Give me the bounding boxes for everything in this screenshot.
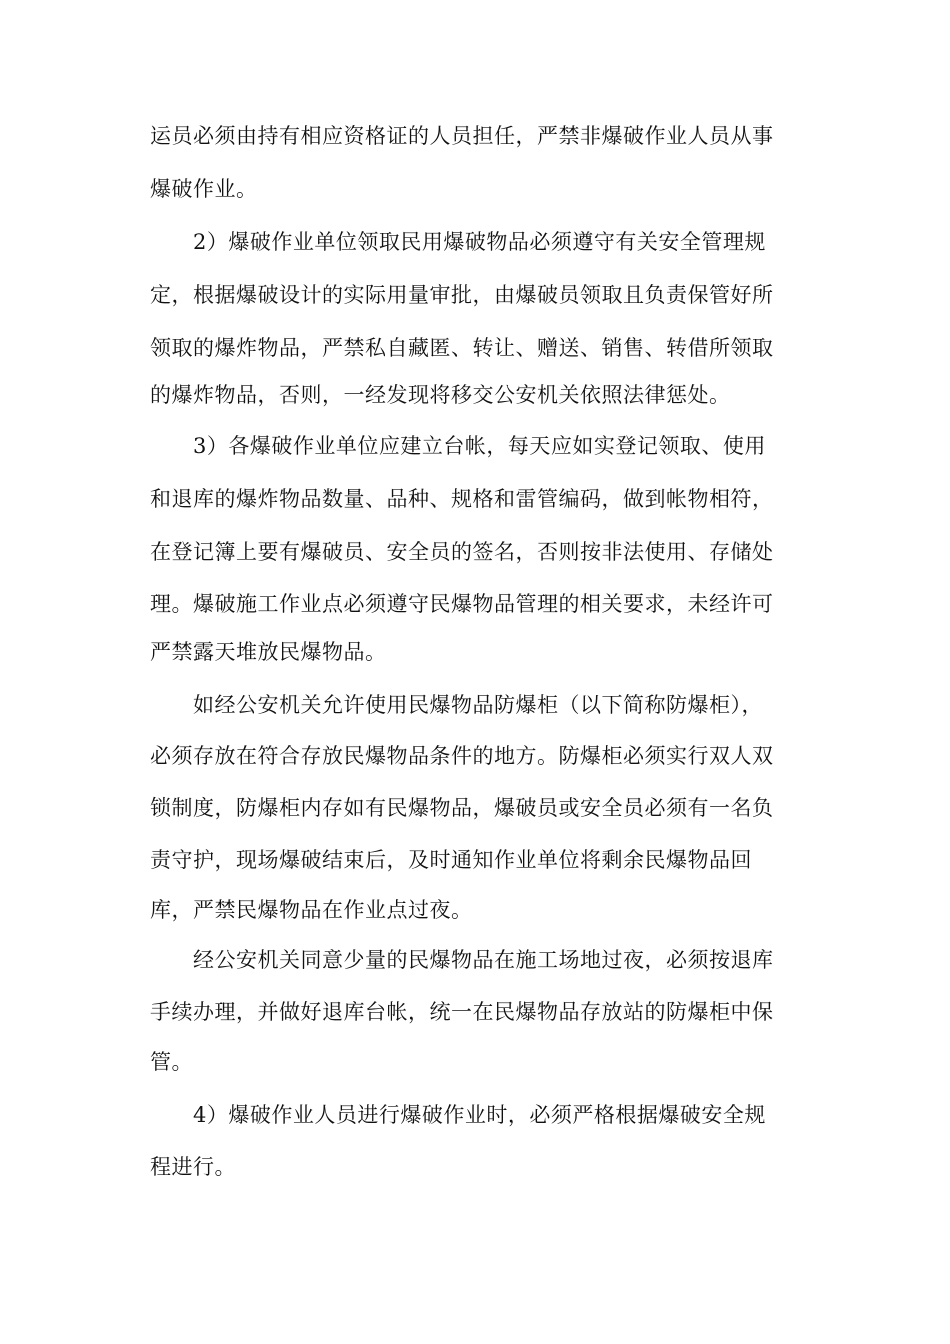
text-line: 爆破作业。 bbox=[150, 177, 258, 201]
text-line: 领取的爆炸物品，严禁私自藏匿、转让、赠送、销售、转借所领取 bbox=[150, 336, 774, 360]
text-line: 理。爆破施工作业点必须遵守民爆物品管理的相关要求，未经许可 bbox=[150, 592, 774, 616]
paragraph-start-line: 3）各爆破作业单位应建立台帐，每天应如实登记领取、使用 bbox=[193, 434, 766, 458]
text-line: 库，严禁民爆物品在作业点过夜。 bbox=[150, 898, 473, 922]
text-line: 定，根据爆破设计的实际用量审批，由爆破员领取且负责保管好所 bbox=[150, 283, 774, 307]
text-line: 手续办理，并做好退库台帐，统一在民爆物品存放站的防爆柜中保 bbox=[150, 1000, 774, 1024]
text-line: 管。 bbox=[150, 1050, 193, 1074]
text-line: 和退库的爆炸物品数量、品种、规格和雷管编码，做到帐物相符， bbox=[150, 487, 774, 511]
text-line: 责守护，现场爆破结束后，及时通知作业单位将剩余民爆物品回 bbox=[150, 848, 752, 872]
text-line: 运员必须由持有相应资格证的人员担任，严禁非爆破作业人员从事 bbox=[150, 124, 774, 148]
text-line: 在登记簿上要有爆破员、安全员的签名，否则按非法使用、存储处 bbox=[150, 540, 774, 564]
text-line: 必须存放在符合存放民爆物品条件的地方。防爆柜必须实行双人双 bbox=[150, 744, 774, 768]
paragraph-start-line: 经公安机关同意少量的民爆物品在施工场地过夜，必须按退库 bbox=[193, 948, 774, 972]
text-line: 程进行。 bbox=[150, 1155, 236, 1179]
paragraph-start-line: 如经公安机关允许使用民爆物品防爆柜（以下简称防爆柜）， bbox=[193, 693, 763, 717]
paragraph-start-line: 2）爆破作业单位领取民用爆破物品必须遵守有关安全管理规 bbox=[193, 230, 766, 254]
text-line: 的爆炸物品，否则，一经发现将移交公安机关依照法律惩处。 bbox=[150, 383, 731, 407]
paragraph-start-line: 4）爆破作业人员进行爆破作业时，必须严格根据爆破安全规 bbox=[193, 1103, 766, 1127]
text-line: 严禁露天堆放民爆物品。 bbox=[150, 640, 387, 664]
text-line: 锁制度，防爆柜内存如有民爆物品，爆破员或安全员必须有一名负 bbox=[150, 796, 774, 820]
